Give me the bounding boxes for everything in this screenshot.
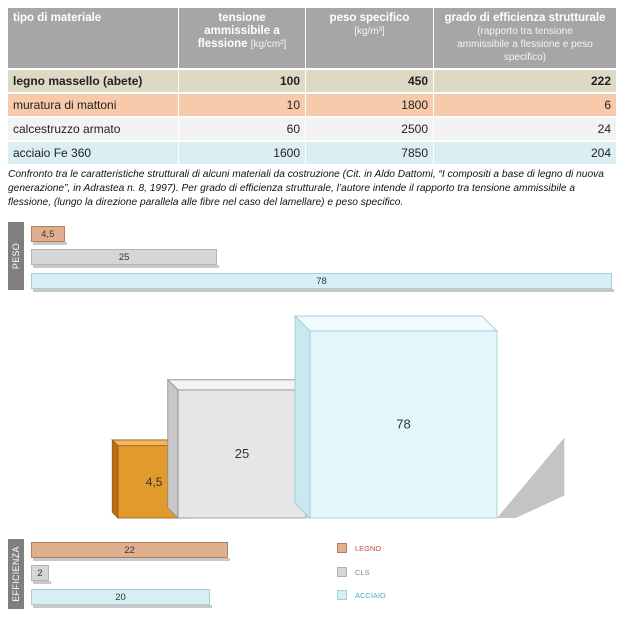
header-tension-unit: [kg/cm²]: [250, 39, 287, 50]
header-tension-label: tensione ammissibile a flessione: [197, 12, 280, 50]
efficienza-bar-cls: [31, 565, 49, 581]
legend-label-cls: CLS: [355, 567, 370, 577]
cube-acciaio: [295, 316, 564, 518]
header-efficiency-note: (rapporto tra tensione ammissibile a flessione e peso specifico): [457, 26, 593, 63]
cell-efficiency: 222: [434, 68, 616, 92]
legend-label-legno: LEGNO: [355, 543, 382, 553]
cell-weight: 7850: [306, 140, 434, 164]
legend-cls: [337, 567, 370, 577]
cell-efficiency: 204: [434, 140, 616, 164]
legend-swatch-cls: [337, 567, 347, 577]
peso-bar-label: 4,5: [41, 228, 55, 240]
header-weight-unit: [kg/m³]: [354, 26, 385, 37]
cell-weight: 2500: [306, 116, 434, 140]
header-efficiency-label: grado di efficienza strutturale: [444, 12, 606, 24]
cube-value-label: 4,5: [145, 474, 163, 489]
cell-tension: 60: [179, 116, 306, 140]
efficienza-bar-legno: [31, 542, 228, 558]
cell-material: acciaio Fe 360: [8, 140, 179, 164]
cube-shadow: [497, 438, 564, 518]
cube-value-label: 78: [396, 416, 411, 432]
peso-bar-label: 25: [118, 251, 130, 263]
header-weight-label: peso specifico: [329, 12, 410, 24]
legend-swatch-acciaio: [337, 590, 347, 600]
cube-top-face: [295, 316, 497, 331]
cell-tension: 1600: [179, 140, 306, 164]
cell-weight: 450: [306, 68, 434, 92]
cell-tension: 10: [179, 92, 306, 116]
efficienza-bar-label: 20: [115, 591, 126, 603]
cube-value-label: 25: [234, 446, 250, 462]
legend-swatch-legno: [337, 543, 347, 553]
cube-side-face: [295, 316, 310, 518]
legend-legno: [337, 543, 381, 553]
cube-side-face: [168, 380, 178, 518]
efficienza-tab-label: EFFICIENZA: [11, 546, 22, 602]
legend-acciaio: [337, 590, 386, 600]
header-material-label: tipo di materiale: [13, 12, 102, 24]
cell-efficiency: 24: [434, 116, 616, 140]
legend-label-acciaio: ACCIAIO: [355, 590, 386, 600]
cell-efficiency: 6: [434, 92, 616, 116]
cube-top-face: [168, 380, 306, 390]
cube-side-face: [112, 440, 118, 518]
peso-bar-label: 78: [316, 275, 327, 287]
efficienza-bar-label: 22: [124, 544, 135, 556]
peso-tab-label: PESO: [11, 242, 21, 270]
cell-material: muratura di mattoni: [8, 92, 179, 116]
efficienza-bar-label: 2: [37, 567, 43, 579]
table-caption: Confronto tra le caratteristiche strutturali di alcuni materiali da costruzione (Cit. in Aldo Dattomi, “I compositi a base di legno di nuova generazione”, in Adrastea n. 8, 1997). Per grado di efficienza strutturale, l’autore intende il rapporto tra tensione ammissibile a flessione, (lungo la direzione parallela alle fibre nel caso del lamellare) e peso specifico.: [8, 169, 604, 208]
efficienza-bar-acciaio: [31, 589, 210, 605]
cell-tension: 100: [179, 68, 306, 92]
cell-weight: 1800: [306, 92, 434, 116]
efficienza-tab: [8, 539, 24, 609]
cell-material: legno massello (abete): [8, 68, 179, 92]
cell-material: calcestruzzo armato: [8, 116, 179, 140]
